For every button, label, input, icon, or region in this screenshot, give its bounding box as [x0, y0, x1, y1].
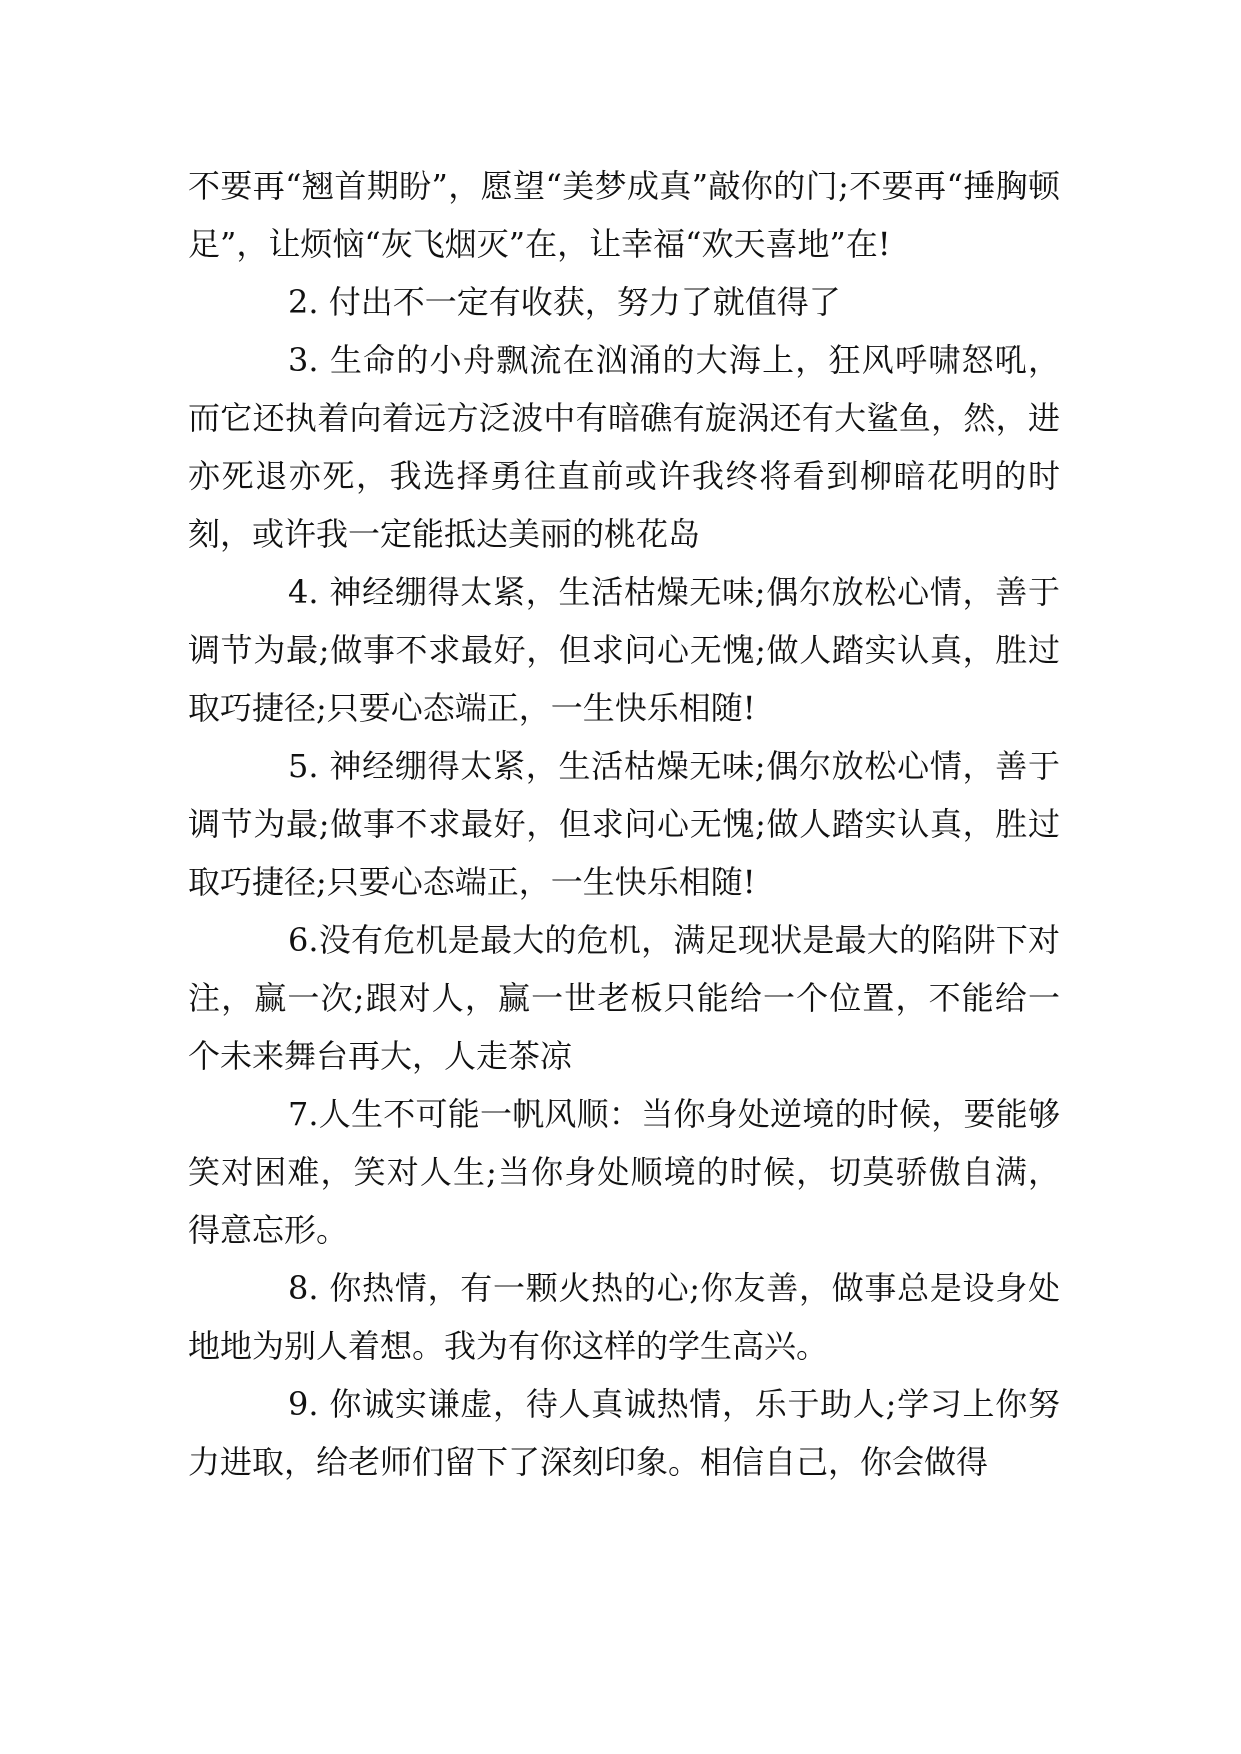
paragraph-9: 9. 你诚实谦虚，待人真诚热情，乐于助人;学习上你努力进取，给老师们留下了深刻印象。相信自己，你会做得 — [188, 1385, 1060, 1481]
document-body — [188, 157, 1060, 1491]
paragraph-8: 8. 你热情，有一颗火热的心;你友善，做事总是设身处地地为别人着想。我为有你这样的学生高兴。 — [188, 1269, 1060, 1365]
paragraph-1: 不要再“翘首期盼”，愿望“美梦成真”敲你的门;不要再“捶胸顿足”，让烦恼“灰飞烟灭”在，让幸福“欢天喜地”在! — [188, 167, 1060, 263]
paragraph-6: 6.没有危机是最大的危机，满足现状是最大的陷阱下对注，赢一次;跟对人，赢一世老板只能给一个位置，不能给一个未来舞台再大，人走茶凉 — [188, 921, 1060, 1075]
paragraph-2: 2. 付出不一定有收获，努力了就值得了 — [288, 283, 841, 321]
paragraph-3: 3. 生命的小舟飘流在汹涌的大海上，狂风呼啸怒吼，而它还执着向着远方泛波中有暗礁有旋涡还有大鲨鱼，然，进亦死退亦死，我选择勇往直前或许我终将看到柳暗花明的时刻，或许我一定能抵达美丽的桃花岛 — [188, 341, 1060, 553]
paragraph-7: 7.人生不可能一帆风顺：当你身处逆境的时候，要能够笑对困难，笑对人生;当你身处顺境的时候，切莫骄傲自满，得意忘形。 — [188, 1095, 1060, 1249]
paragraph-5: 5. 神经绷得太紧，生活枯燥无味;偶尔放松心情，善于调节为最;做事不求最好，但求问心无愧;做人踏实认真，胜过取巧捷径;只要心态端正，一生快乐相随! — [188, 747, 1060, 901]
paragraph-4: 4. 神经绷得太紧，生活枯燥无味;偶尔放松心情，善于调节为最;做事不求最好，但求问心无愧;做人踏实认真，胜过取巧捷径;只要心态端正，一生快乐相随! — [188, 573, 1060, 727]
